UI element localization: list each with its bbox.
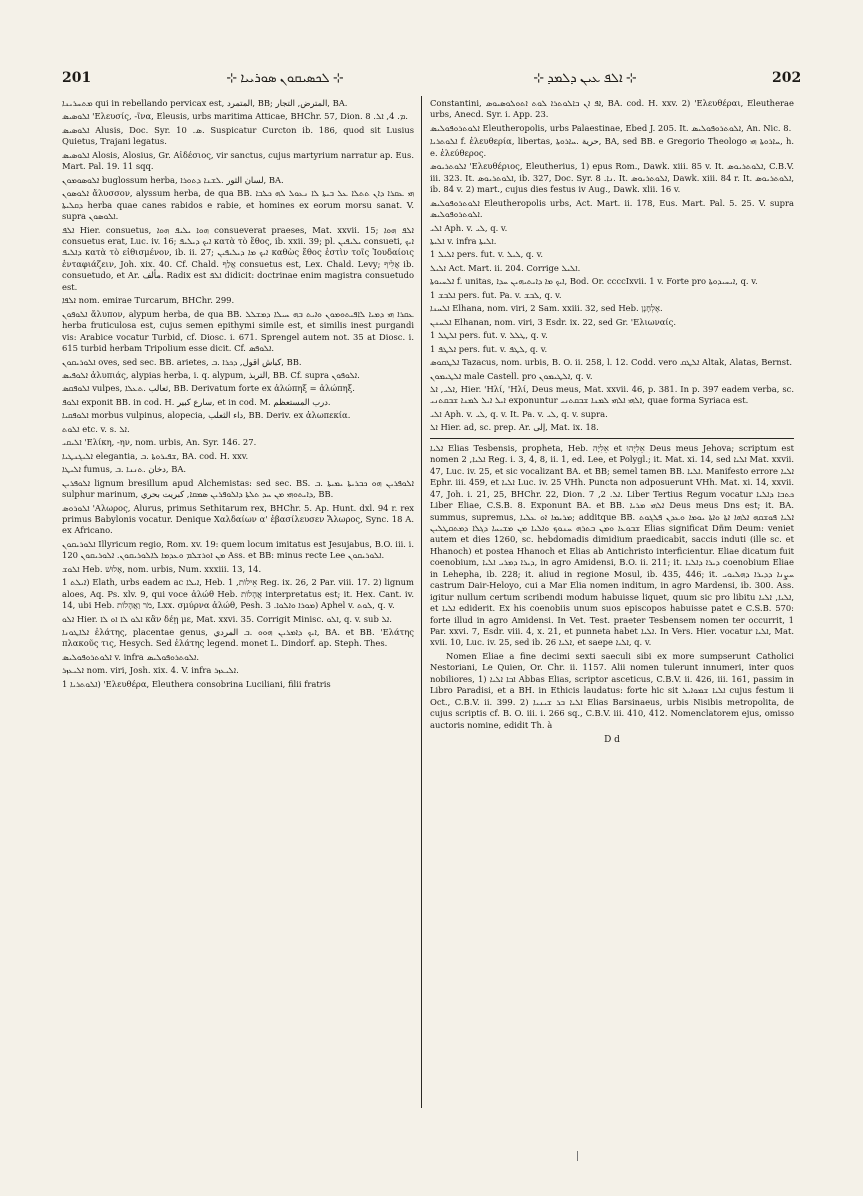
dictionary-entry: ܐܠܘܬ etc. v. s. ܐܠ. bbox=[62, 423, 130, 434]
column-divider bbox=[421, 96, 422, 1108]
dictionary-entry: ܐܠܝܐ Elias Tesbensis, propheta, Heb. אֵלִיָּה et אֵלִיָּהוּ Deus meus Jehova; scriptum est nomen ܐܠܝܐ, 2 Reg. i. 3, 4, 8, ii. 1, ed. Lee, et Polygl.; it. Mat. xi. 14, sed ܐܠܝܐ Mat. xxvii. 47, Luc. iv. 25, et sic vocalizant BA. et BB; semel tamen BB. ܐܠܝܐ. Manifesto errore ܐܠܝܐ Ephr. iii. 459, et ܐܠܝܐ Luc. iv. 25 VHh. Puncta non adposuerunt VHh. Mat. xi. 14, xxvii. 47, Joh. i. 21, 25, BHChr. 22, Dion. ܐܠ. 2, 7. Liber Tertius Regum vocatur ܟܬܒܐ ܕܐܠܝܐ Liber Eliae, C.S.B. 8. Exponunt BA. et BB. ܐܠܗܝ ܡܪܝܐ Deus meus Dns est; it. BA. summus, supremus, ܡܪܝܡܐ ܐܘ ܥܠܝܐ; additque BB. ܐܠܝܐ ܦܘܫܩܗ ܐܠܗܐ ܐܬܐ ܘܐܬܐ ܝܘܡܐ ܘܥܕܢ ܦܠܓܘܬ ܫܒܘܥܐ ܘܡܢ ܒܬܪܗ ܚܢܘܟ ܘܐܠܝܐ ܡܢ ܡܫܝܚܐ ܕܓܠܐ ܕܡܬܩܛܠܝܢ Elias significat Dñm Deum: veniet autem et dies 1260, sc. hebdomadis dimidium praedicabit, saccis induti (ille sc. et Hhanoch) et postea Hhanoch et Elias ab Antichristo interficientur. Eliae dicatum fuit coenobium, ܕܝܪܐ ܕܡܪܝ ܐܠܝܐ, in agro Amidensi, B.O. ii. 211; it. ܕܝܪܐ ܕܐܠܝܐ coenobium Eliae in Lehepha, ib. 228; it. aliud in regione Mosul, ib. 435, 446; it. ܚܨܢܐ ܕܕܝܪܐ ܕܗܠܝܘܝ castrum Dair-Heloyo, cui a Mar Elia nomen inditum, in agro Mardensi, ib. 300. Ass. igitur nullum certum scribendi modum habuisse liquet, quum sic pro libitu ܐܠܝܐ, ܐܠܝܐ, et ܐܠܝܐ ediderit. Ex his coenobiis unum suos episcopos habuisse patet e C.S.B. 570: forte illud in agro Amidensi. In Vet. Test. praeter Tesbensem nomen ter occurrit, 1 Par. xxvi. 7, Esdr. viii. 4, x. 21, et punneta habet ܐܠܝܐ. In Vers. Hier. vocatur ܐܠܝܐ, Mat. xvii. 10, Luc. iv. 25, sed ib. 26 ܐܠܝܐ, et saepe ܐܠܝܐ, q. v. bbox=[430, 442, 795, 648]
dictionary-entry: ܐܠܘܣܝܣ Alusis, Doc. Syr. ܣ. 10. Suspicatur Curcton ib. 186, quod sit Lusius Quietus, Trajani legatus. bbox=[62, 124, 415, 147]
dictionary-entry: ܐܠܛܝܡܘܢ male Castell. pro ܐܠܛܝܡܘܢ, q. v. bbox=[430, 370, 593, 381]
dictionary-entry: ܐܠܝܩܝ 'Ελίκη, -ην, nom. urbis, An. Syr. 146. 27. bbox=[62, 437, 257, 448]
dictionary-entry: ܐܠܘܦܩܝܐ morbus vulpinus, alopecia, داء الثعلب, BB. Deriv. ex ἀλωπεκία. bbox=[62, 410, 351, 421]
dictionary-entry: ܐܠܘܣܝܣ 'Ελευσίς, -ῖνα, Eleusis, urbs maritima Atticae, BHChr. 57, Dion. ܡ. 4, ܐܠ. 8. bbox=[62, 111, 408, 122]
dictionary-entry: ܡܬܚܪܝܢܐ qui in rebellando pervicax est, المتمرد, BB; المترض, التجار, BA. bbox=[62, 98, 348, 108]
right-running-title: ⊹ ܐܠܦ ܥܝܢ ܕܠܡܕ ⊹ bbox=[533, 70, 637, 85]
dictionary-entry: ܐܠܝܥܙܪ nom. viri, Josh. xix. 4. V. infra ܐܠܝܥܙܪ. bbox=[62, 665, 239, 676]
dictionary-entry: ܐܠܘܦܪܝܢ lignum bresillum apud Alchemistas: sed sec. BS. ܐܠܘܦܪܝܢ ܗܘ ܟܒܪܝܬܐ ܝܡܝܬܐ .ܒ sulphur marinum, ܕܐܝܬܘܗܝ ܡܢ ܚܕ ܬܠܬܐ ܕܐܠܘܦܪܝܢ ܣܡܩܐ, كبريت بحري, BB. bbox=[62, 477, 414, 500]
right-column bbox=[430, 98, 794, 733]
dictionary-entry: ܐܠܘܬܪܝܘܣ 'Ελευθέριος, Eleutherius, 1) epus Rom., Dawk. xiii. 85 v. It. ܐܠܘܬܪܝܘܣ, C.B.V. iii. 323. It. ܐܠܘܬܪܝܘܣ, ib. 327, Doc. Syr. ܢܐ. 8. It. ܐܠܘܬܪܝܘܣ, Dawk. xiii. 84 r. It. ܐܠܘܬܪܝܘܣ, ib. 84 v. 2) mart., cujus dies festus iv Aug., Dawk. xlii. 16 v. bbox=[430, 161, 794, 195]
signature-mark: D d bbox=[604, 735, 620, 745]
dictionary-entry: ܐܠܘܫ Heb. אָלוּשׁ, nom. urbis, Num. xxxiii. 13, 14. bbox=[62, 563, 262, 574]
bottom-tick bbox=[577, 1151, 578, 1161]
dictionary-entry: ܐܝܠܬ 1) Elath, urbs eadem ac ܐܝܠܐ, Heb. אֵילוֹת, 1 Reg. ix. 26, 2 Par. viii. 17. 2) lignum aloes, Aq. Ps. xlv. 9, qui voce ἀλώθ Heb. אֲהָלוֹת interpretatus est; it. Hex. Cant. iv. 14, ubi Heb. מֹר וַאֲהָלוֹת, Lxx. σμύρνα ἀλώθ, Pesh. ܡܘܪܐ ܘܐܠܘܐ. 3) Aphel v. ܠܘܬ, q. v. bbox=[62, 577, 414, 611]
dictionary-entry: ܐܠܘܬܪܝܐ 1) 'Ελευθέρα, Eleuthera consobrina Luciliani, filii fratris bbox=[62, 678, 331, 689]
dictionary-entry: ܐܠܚܢܢ Elhanan, nom. viri, 3 Esdr. ix. 22, sed Gr. 'Ελιωναίς. bbox=[430, 316, 677, 327]
dictionary-entry: ܐܠܘܪܘܣ 'Αλωρος, Alurus, primus Sethitarum rex, BHChr. 5. Ap. Hunt. dxl. 94 r. rex primus Babylonis vocatur. Denique Χαλδαίων α' ἐβασίλευσεν Ἄλωρος, Sync. 18 A. ex Africano. bbox=[62, 502, 414, 536]
dictionary-entry: ܐܠܝܛܐ fumus, دخان .ܬܢܢܐ .ܒ, BA. bbox=[62, 464, 187, 475]
dictionary-entry: ܐܠܝ, ܐܠ, Hier. 'Ηλί, 'Ηλί, Deus meus, Mat. xxvii. 46, p. 381. In p. 397 eadem verba, sc. ܐܝܠ ܐܝܠ ܠܡܢܐ ܫܒܩܬܢܝ exponuntur ܐܠܗܝ ܐܠܗܝ ܠܡܢܐ ܫܒܩܬܢܝ, quae forma Syriaca est. bbox=[430, 383, 794, 406]
dictionary-entry: ܐܠܝ Aph. v. ܠܝ, q. v. bbox=[430, 222, 508, 233]
dictionary-entry: ܐܠܘ Hier. ܐܠܘ ܠܐ ܐܘ ܠܐ κἂν δέῃ με, Mat. xxvi. 35. Corrigit Minisc. ܐܠܘ, q. v. sub ܐܠ. bbox=[62, 613, 392, 624]
dictionary-entry: ܐܠܚܢܐ Elhana, nom. viri, 2 Sam. xxiii. 32, sed Heb. אֶלְחָנָן. bbox=[430, 303, 663, 314]
dictionary-entry: ܐܠܐܛܘܢܐ ἐλάτης, placentae genus, ܐܝܟ ܕܐܡܪܝܢ ܗܘܘ .ܒ المردي, BA. et BB. 'Ελάτης πλακοῦς τις, Hesych. Sed ἐλάτης legend. monet L. Dindorf. ap. Steph. Thes. bbox=[62, 627, 414, 649]
dictionary-entry: ܐܠܘܦܘܢ ἄλυπον, alypum herba, de qua BB. ܥܩܪܐ ܗܝ ܕܡܝܐ ܠܐܦܝܬܘܡܘܢ ܘܐܝܬ ܒܗ ܚܝܠܐ ܕܡܫܠܠ herba fruticulosa est, cujus semen epithymi simile est, et similis inest purgandi vis: Arabice vocatur Turbid, cf. Diosc. i. 671. Sprengel autem not. 35 at Diosc. i. 615 turbid herbam Tripolium esse dicit. Cf. ܐܠܘܦܣ. bbox=[62, 308, 415, 354]
dictionary-entry: ܐܠܛܩܘܣ Tazacus, nom. urbis, B. O. ii. 258, l. 12. Codd. vero ܐܠܛܩ Altak, Alatas, Bernst. bbox=[430, 357, 793, 368]
dictionary-entry: ܐܠܝܠ Act. Mart. ii. 204. Corrige ܐܠܝܠ. bbox=[430, 262, 581, 273]
dictionary-entry: ܐܠܒܫ 1 pers. fut. Pa. v. ܠܒܫ, q. v. bbox=[430, 289, 562, 300]
dictionary-entry: ܐܠܚܝܘܬܐ f. unitas, ܐܝܟ ܡܐ ܕܐܝܬܝܗܝܢ ܚܕܐ, Bod. Or. ccccIxvii. 1 v. Forte pro ܐܝܚܝܕܘܬܐ, q. v. bbox=[430, 276, 758, 287]
dictionary-entry: ܐܠܘܪܝܩܘܢ Illyricum regio, Rom. xv. 19: quem locum imitatus est Jesujabus, B.O. iii. i. 120 ܡܢ ܐܘܪܫܠܡ ܘܥܕܡܐ ܠܐܠܘܪܝܩܘܢ. ܐܠܘܪܝܩܘܢ Ass. et BB: minus recte Lee ܐܠܘܪܝܩܘܢ. bbox=[62, 538, 414, 561]
dictionary-entry: Nomen Eliae a fine decimi sexti saeculi sibi ex more sumpserunt Catholici Nestoriani, Le Quien, Or. Chr. ii. 1157. Alii nomen tulerunt innumeri, inter quos nobiliores, 1) ܐܒܐ ܐܠܝܐ Abbas Elias, scriptor asceticus, C.B.V. ii. 426, iii. 161, passim in Libro Paradisi, et a BH. in Ethicis laudatus: forte hic sit ܐܠܝܐ ܫܡܘܐܝܠ cujus festum ii Oct., C.B.V. ii. 399. 2) ܐܠܝܐ ܒܪ ܫܝܢܝܐ Elias Barsinaeus, urbis Nisibis metropolita, de cujus scriptis cf. B. O. iii. i. 266 sq., C.B.V. iii. 410, 412. Nomenclatorem ejus, omisso auctoris nomine, edidit Th. à bbox=[430, 650, 794, 730]
dictionary-entry: ܐܠܛܦ 1 pers. fut. v. ܠܛܦ, q. v. bbox=[430, 343, 548, 354]
dictionary-entry: ܐܠܦ Hier. consuetus, ܗܘܐ ܝܠܝܦ ܗܘܐ consueverat praeses, Mat. xxvii. 15; ܐܠܦ ܗܘܐ consuetus erat, Luc. iv. 16; ܐܝܟ ܕܝܠܝܦ κατὰ τὸ ἔθος, ib. xxii. 39; pl. ܝܠܝܦܝܢ consueti, ܐܝܟ ܕܐܠܝܦ κατὰ τὸ εἰθισμένον, ib. ii. 27; ܐܝܟ ܡܐ ܕܝܠܝܦܝܢ καθὼς ἔθος ἐστὶν τοῖς Ἰουδαίοις ἐνταφιάζειν, Joh. xix. 40. Cf. Chald. אֲלַף consuetus est, Lex. Chald. Levy; אֲלִיף ib. consuetudo, et Ar. مألف. Radix est ܐܠܦ didicit: doctrinae enim magistra consuetudo est. bbox=[62, 224, 414, 292]
dictionary-entry: ܐܠܘܦ exponit BB. in cod. H. سارع كبير, et in cod. M. درب المستعظم. bbox=[62, 396, 331, 407]
dictionary-entry: ܐܠܝܓܢܛܝܐ elegantia, ܫܦܝܪܘܬܐ .ܒ, BA. cod. H. xxv. bbox=[62, 450, 249, 461]
left-running-title: ⊹ ܠܟܣܝܩܘܢ ܣܘܪܝܝܐ ⊹ bbox=[226, 70, 344, 85]
dictionary-entry: ܐܠܘܦܩܣ vulpes, ثعالب .ܬܥܠܐ, BB. Derivatum forte ex ἀλώπηξ = ἀλώπηξ. bbox=[62, 383, 355, 394]
dictionary-entry: ܐܠܘܣܘܡܘܢ buglossum herba, لسان الثور .ܠܫܢܐ ܕܬܘܪܐ, BA. bbox=[62, 174, 284, 185]
dictionary-entry: ܐܠܘܬܪܝܐ f. ἐλευθερία, libertas, حرية .ܚܐܪܘܬܐ, BA, sed BB. e Gregorio Theologo ܚܐܪܘܬܐ ܗܝ, h. e. ἐλεύθερος. bbox=[430, 136, 794, 158]
section-rule bbox=[430, 438, 794, 439]
dictionary-entry: ܐܠܛܠ 1 pers. fut. v. ܛܠܠ, q. v. bbox=[430, 330, 548, 341]
dictionary-entry: ܐܠܝܬܐ v. infra ܐܠܝܬܐ. bbox=[430, 235, 497, 246]
left-column bbox=[62, 98, 414, 692]
dictionary-entry: ܐܠܝܠ 1 pers. fut. v. ܠܝܠ, q. v. bbox=[430, 249, 544, 260]
dictionary-entry: ܐܠܘܬܪܘܦܘܠܝܣ Eleutheropolis urbs, Act. Mart. ii. 178, Eus. Mart. Pal. 5. 25. V. supra ܐܠܘܬܪܘܦܘܠܝܣ. bbox=[430, 197, 794, 220]
dictionary-entry: ܐܠܘܬܪܘܦܘܠܝܣ Eleutheropolis, urbs Palaestinae, Ebed J. 205. It. ܐܠܘܬܪܘܦܘܠܝܣ, An. Nic. 8. bbox=[430, 122, 792, 133]
dictionary-entry: ܐܠܘܪܝܩܘܢ oves, sed sec. BB. arietes, كباش اقول, ܕܟܪܐ .ܒ, BB. bbox=[62, 356, 302, 367]
dictionary-entry: ܐܠܘܬܪܘܦܘܠܝܣ v. infra ܐܠܘܬܪܘܦܘܠܝܣ. bbox=[62, 651, 200, 662]
dictionary-entry: ܐܠܘܦܝܣ ἀλυπιάς, alypias herba, i. q. alypum, التربذ, BB. Cf. supra ܐܠܘܦܘܢ. bbox=[62, 369, 360, 380]
left-page-number: 201 bbox=[62, 70, 92, 86]
dictionary-entry: Constantini, ܐܦ ܐܢ ܒܐܠܘܬܪܐ ܠܘܬ ܐܬܘܠܘܣܝܘܣ, BA. cod. H. xxv. 2) 'Ελευθέραι, Eleutherae urbs, Anecd. Syr. i. App. 23. bbox=[430, 98, 794, 120]
dictionary-entry: ܐܠܘܣܝܣ Alosis, Alosius, Gr. Αἰδέσιος, vir sanctus, cujus martyrium narratur ap. Eus. Mart. Pal. 19. 11 sqq. bbox=[62, 149, 414, 172]
dictionary-entry: ܐܠܦܐ nom. emirae Turcarum, BHChr. 299. bbox=[62, 295, 235, 306]
right-page-number: 202 bbox=[772, 70, 802, 86]
dictionary-entry: ܐܠܝ Aph. v. ܠܝ, q. v. It. Pa. v. ܠܝ, q. v. supra. bbox=[430, 408, 608, 419]
dictionary-entry: ܐܠܘܣܘܢ ἄλυσσον, alyssum herba, de qua BB. ܗܝ ܥܩܪܐ ܕܐܢ ܬܬܠܐ ܥܠ ܒܝܬܐ ܠܐ ܢܥܘܠ ܠܗ ܟܠܒܐ ܕܩܠܝܬܐ herba quae canes rabidos e rabie, et homines ex eorum morsu sanat. V. supra ܐܠܘܣܘܢ. bbox=[62, 188, 414, 222]
dictionary-entry: ܐܠ Hier. ad, sc. prep. Ar. إلى, Mat. ix. 18. bbox=[430, 422, 599, 433]
